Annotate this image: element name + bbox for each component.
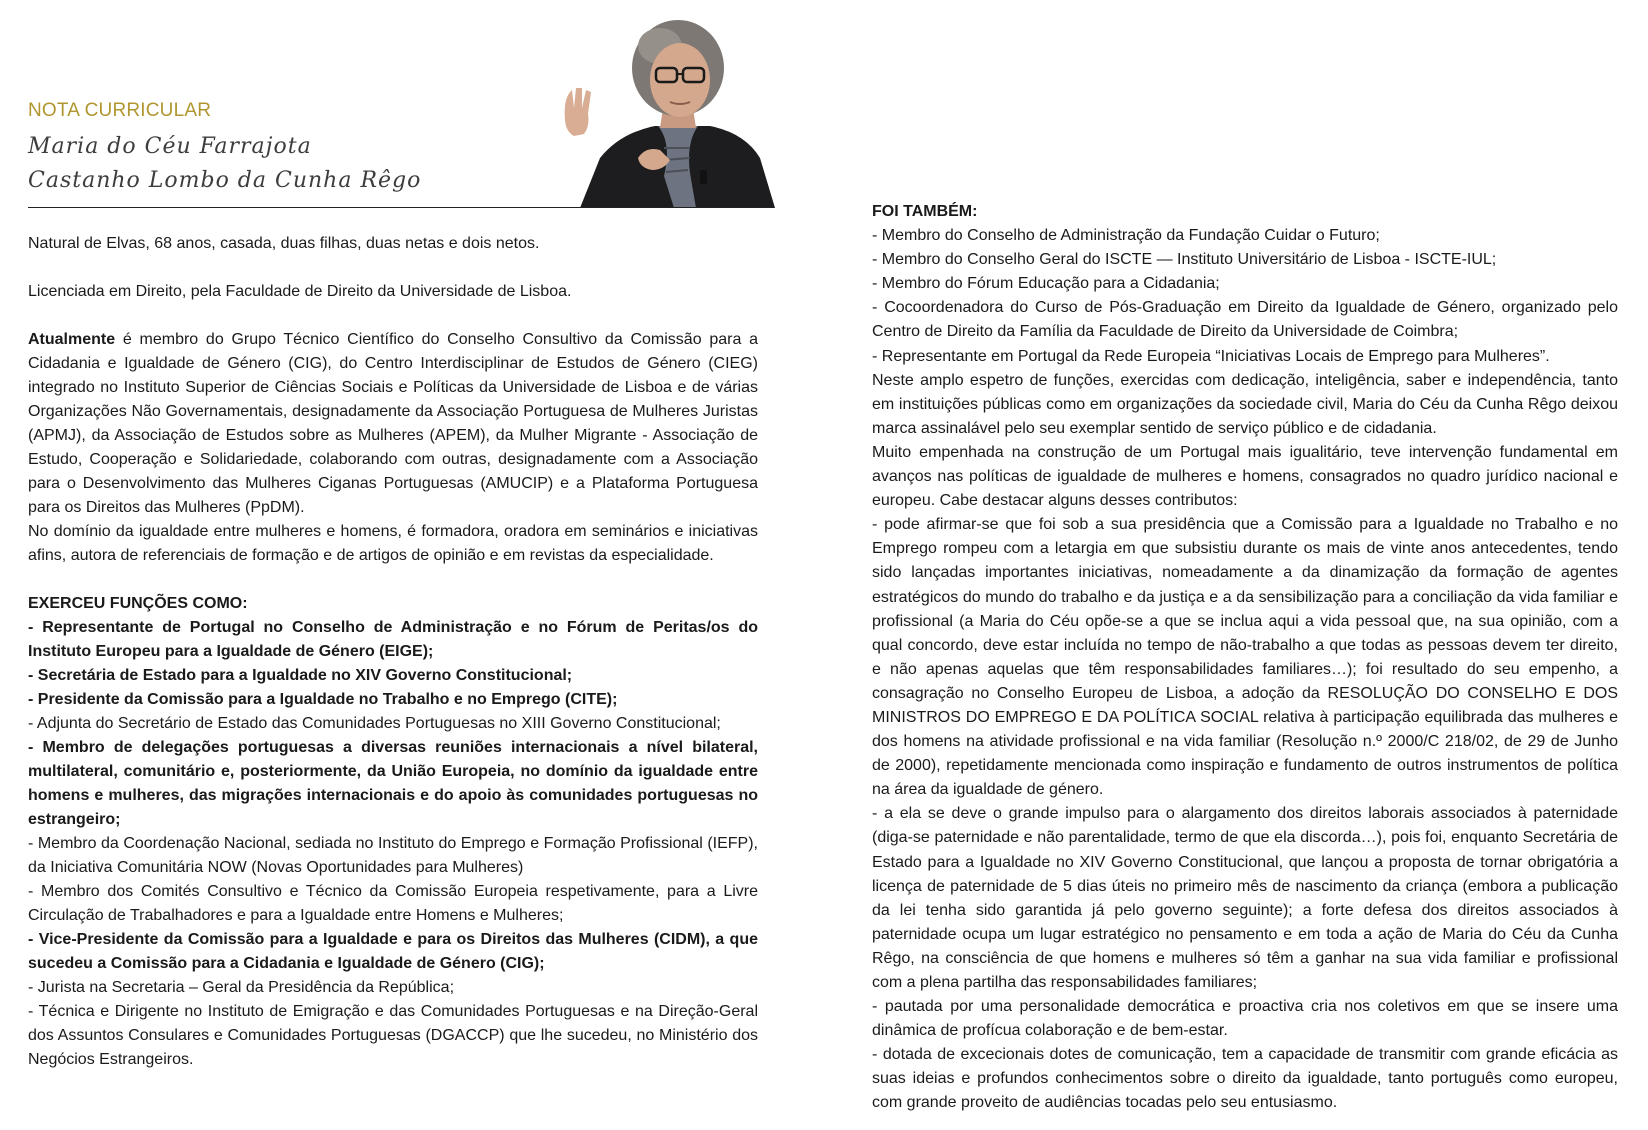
foi-tambem-paragraph: - Membro do Conselho de Administração da Fundação Cuidar o Futuro; — [872, 227, 1380, 245]
right-page — [824, 0, 1648, 1130]
foi-tambem-paragraph: Muito empenhada na construção de um Portugal mais igualitário, teve intervenção fundamental em avanços nas políticas de igualdade de mulheres e homens, consagrados no quadro jurídico nacional e europeu. Cabe destacar alguns desses contributos: — [872, 443, 1618, 510]
exerceu-item-text: Jurista na Secretaria – Geral da Presidência da República; — [37, 979, 455, 996]
exerceu-item — [28, 928, 758, 976]
foi-tambem-paragraph: - Cocoordenadora do Curso de Pós-Graduação em Direito da Igualdade de Género, organizado pelo Centro de Direito da Família da Faculdade de Direito da Universidade de Coimbra; — [872, 299, 1618, 341]
atualmente-paragraph — [28, 328, 758, 520]
exerceu-item — [28, 688, 758, 712]
foi-tambem-list — [872, 224, 1618, 1115]
exerceu-item — [28, 736, 758, 832]
left-body — [28, 232, 758, 1072]
exerceu-item — [28, 664, 758, 688]
exerceu-item — [28, 1000, 758, 1072]
exerceu-list — [28, 616, 758, 1072]
header-divider — [28, 207, 773, 208]
exerceu-item-prefix: - — [28, 931, 39, 948]
foi-tambem-paragraph: - Representante em Portugal da Rede Europeia “Iniciativas Locais de Emprego para Mulheres”. — [872, 347, 1550, 365]
exerceu-item-prefix: - — [28, 979, 38, 996]
exerceu-item-text: Técnica e Dirigente no Instituto de Emigração e das Comunidades Portuguesas e na Direção-Geral dos Assuntos Consulares e Comunidades Portuguesas (DGACCP) que lhe sucedeu, no Ministério dos Negócios Estrangeiros. — [28, 1003, 758, 1068]
exerceu-item — [28, 832, 758, 880]
exerceu-item-text: Secretária de Estado para a Igualdade no XIV Governo Constitucional; — [37, 667, 573, 684]
foi-tambem-paragraph: - pautada por uma personalidade democrática e proactiva cria nos coletivos em que se insere uma dinâmica de profícua colaboração e de bem-estar. — [872, 998, 1618, 1040]
exerceu-item-prefix: - — [28, 883, 42, 900]
right-body — [872, 200, 1618, 1116]
atualmente-label: Atualmente — [28, 331, 116, 348]
person-name-line-1: Maria do Céu Farrajota — [28, 134, 312, 159]
exerceu-item-text: Membro da Coordenação Nacional, sediada no Instituto do Emprego e Formação Profissional (IEFP), da Iniciativa Comunitária NOW (Novas Oportunidades para Mulheres) — [28, 835, 758, 876]
exerceu-item — [28, 712, 758, 736]
exerceu-item-prefix: - — [28, 667, 38, 684]
dominio-paragraph: No domínio da igualdade entre mulheres e homens, é formadora, oradora em seminários e iniciativas afins, autora de referenciais de formação e de artigos de opinião e em revistas da especialidade. — [28, 523, 758, 564]
exerceu-item — [28, 976, 758, 1000]
exerceu-item — [28, 880, 758, 928]
exerceu-item-prefix: - — [28, 835, 38, 852]
exerceu-item-prefix: - — [28, 1003, 39, 1020]
intro-paragraph-2: Licenciada em Direito, pela Faculdade de Direito da Universidade de Lisboa. — [28, 283, 572, 300]
foi-tambem-paragraph: - pode afirmar-se que foi sob a sua presidência que a Comissão para a Igualdade no Trabalho e no Emprego rompeu com a letargia em que subsistiu durante os mais de vinte anos antecedentes, tendo sido lançadas importantes iniciativas, nomeadamente a da dinamização da formação de agentes estratégicos do mundo do trabalho e da justiça e a da sensibilização para a conciliação da vida familiar e profissional (a Maria do Céu opõe-se a que se inclua aqui a vida pessoal que, na sua opinião, com a qual concordo, deve estar incluída no tempo de não-trabalho a que todas as pessoas devem ter direito, e não apenas aquelas que têm responsabilidades familiares…); foi resultado do seu empenho, a consagração no Conselho Europeu de Lisboa, a adoção da RESOLUÇÃO DO CONSELHO E DOS MINISTROS DO EMPREGO E DA POLÍTICA SOCIAL relativa à participação equilibrada das mulheres e dos homens na atividade profissional e na vida familiar (Resolução n.º 2000/C 218/02, de 29 de Junho de 2000), repetidamente mencionada como inspiração e fundamento de outros instrumentos de política na área da igualdade de género. — [872, 516, 1618, 799]
exerceu-item-text: Adjunta do Secretário de Estado das Comunidades Portuguesas no XIII Governo Constitucional; — [36, 715, 721, 732]
foi-tambem-paragraph: - Membro do Conselho Geral do ISCTE — Instituto Universitário de Lisboa - ISCTE-IUL; — [872, 251, 1497, 269]
intro-paragraph-1: Natural de Elvas, 68 anos, casada, duas filhas, duas netas e dois netos. — [28, 235, 540, 252]
exerceu-item-prefix: - — [28, 691, 38, 708]
section-label: NOTA CURRICULAR — [28, 100, 212, 121]
foi-tambem-title: FOI TAMBÉM: — [872, 203, 978, 220]
exerceu-item-prefix: - — [28, 715, 37, 732]
exerceu-item — [28, 616, 758, 664]
exerceu-item-text: Presidente da Comissão para a Igualdade no Trabalho e no Emprego (CITE); — [37, 691, 618, 708]
exerceu-title: EXERCEU FUNÇÕES COMO: — [28, 595, 248, 612]
exerceu-item-text: Membro dos Comités Consultivo e Técnico da Comissão Europeia respetivamente, para a Livre Circulação de Trabalhadores e para a Igualdade entre Homens e Mulheres; — [28, 883, 759, 924]
exerceu-item-text: Membro de delegações portuguesas a diversas reuniões internacionais a nível bilateral, multilateral, comunitário e, posteriormente, da União Europeia, no domínio da igualdade entre homens e mulheres, das migrações internacionais e do apoio às comunidades portuguesas no estrangeiro; — [28, 739, 759, 828]
exerceu-item-text: Representante de Portugal no Conselho de Administração e no Fórum de Peritas/os do Instituto Europeu para a Igualdade de Género (EIGE); — [28, 619, 758, 660]
portrait-photo — [560, 8, 782, 208]
atualmente-text: é membro do Grupo Técnico Científico do Conselho Consultivo da Comissão para a Cidadania e Igualdade de Género (CIG), do Centro Interdisciplinar de Estudos de Género (CIEG) integrado no Instituto Superior de Ciências Sociais e Políticas da Universidade de Lisboa e de várias Organizações Não Governamentais, designadamente da Associação Portuguesa de Mulheres Juristas (APMJ), da Associação de Estudos sobre as Mulheres (APEM), da Mulher Migrante - Associação de Estudo, Cooperação e Solidariedade, colaborando com outras, designadamente com a Associação para o Desenvolvimento das Mulheres Ciganas Portuguesas (AMUCIP) e a Plataforma Portuguesa para os Direitos das Mulheres (PpDM). — [28, 331, 758, 516]
exerceu-item-text: Vice-Presidente da Comissão para a Igualdade e para os Direitos das Mulheres (CIDM), a que sucedeu a Comissão para a Cidadania e Igualdade de Género (CIG); — [28, 931, 758, 972]
exerceu-item-prefix: - — [28, 619, 43, 636]
person-name-line-2: Castanho Lombo da Cunha Rêgo — [28, 168, 422, 193]
foi-tambem-paragraph: - dotada de excecionais dotes de comunicação, tem a capacidade de transmitir com grande eficácia as suas ideias e profundos conhecimentos sobre o direito da igualdade, tanto português como europeu, com grande proveito de audiências tocadas pelo seu entusiasmo. — [872, 1046, 1618, 1112]
exerceu-item-prefix: - — [28, 739, 43, 756]
foi-tambem-paragraph: - Membro do Fórum Educação para a Cidadania; — [872, 275, 1220, 293]
foi-tambem-paragraph: - a ela se deve o grande impulso para o alargamento dos direitos laborais associados à paternidade (diga-se paternidade e não parentalidade, termo de que ela discorda…), pois foi, enquanto Secretária de Estado para a Igualdade no XIV Governo Constitucional, que lançou a proposta de tornar obrigatória a licença de paternidade de 5 dias úteis no primeiro mês de nascimento da criança (embora a publicação da lei tenha sido garantida já pelo governo seguinte); a forte defesa dos direitos associados à paternidade ocupa um lugar estratégico no pensamento e em toda a ação de Maria do Céu da Cunha Rêgo, na consciência de que homens e mulheres só têm a ganhar na sua vida familiar e profissional com a plena partilha das responsabilidades familiares; — [872, 805, 1618, 991]
foi-tambem-paragraph: Neste amplo espetro de funções, exercidas com dedicação, inteligência, saber e independência, tanto em instituições públicas como em organizações da sociedade civil, Maria do Céu da Cunha Rêgo deixou marca assinalável pelo seu exemplar sentido de serviço público e de cidadania. — [872, 371, 1618, 437]
